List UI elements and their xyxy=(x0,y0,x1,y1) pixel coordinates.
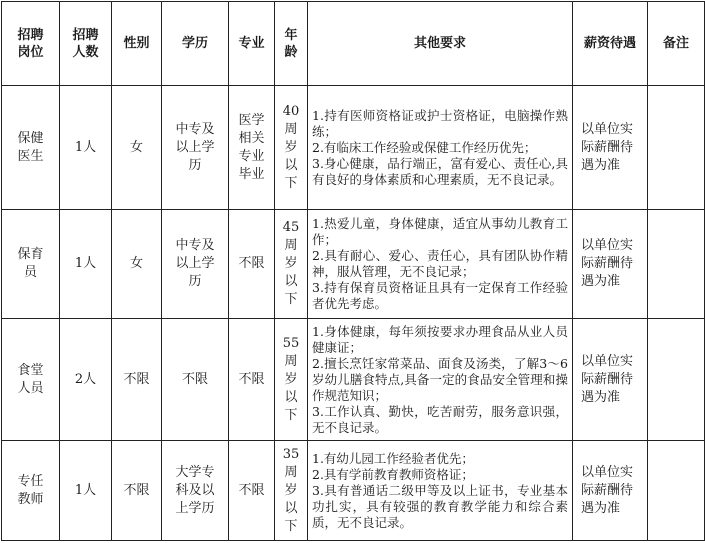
cell-notes xyxy=(648,319,705,441)
cell-count: 1人 xyxy=(60,86,112,210)
header-row xyxy=(2,2,705,86)
header-requirements: 其他要求 xyxy=(308,2,573,86)
cell-requirements xyxy=(308,210,573,319)
requirement-item: 1.持有医师资格证或护士资格证，电脑操作熟练； xyxy=(312,107,568,139)
cell-position: 保健医生 xyxy=(2,86,60,210)
cell-salary: 以单位实际薪酬待遇为准 xyxy=(573,210,648,319)
cell-salary: 以单位实际薪酬待遇为准 xyxy=(573,441,648,541)
cell-notes xyxy=(648,210,705,319)
requirement-item: 2.擅长烹饪家常菜品、面食及汤类，了解3～6岁幼儿膳食特点,具备一定的食品安全管理和操作规范知识； xyxy=(312,355,568,403)
requirement-item: 1.身体健康，每年须按要求办理食品从业人员健康证； xyxy=(312,323,568,355)
requirement-item: 1.有幼儿园工作经验者优先； xyxy=(312,450,474,466)
requirement-item: 3.身心健康，品行端正，富有爱心、责任心,具有良好的身体素质和心理素质，无不良记录。 xyxy=(312,155,568,187)
header-major: 专业 xyxy=(229,2,275,86)
cell-requirements xyxy=(308,441,573,541)
requirement-item: 3.持有保育员资格证且具有一定保育工作经验者优先考虑。 xyxy=(312,280,568,311)
cell-age: 45周岁以下 xyxy=(275,210,308,319)
cell-notes xyxy=(648,86,705,210)
header-gender: 性别 xyxy=(112,2,162,86)
table-row xyxy=(2,210,705,319)
cell-position: 专任教师 xyxy=(2,441,60,541)
requirement-item: 3.具有普通话二级甲等及以上证书，专业基本功扎实，具有较强的教育教学能力和综合素质，无不良记录。 xyxy=(312,482,568,530)
cell-age: 40周岁以下 xyxy=(275,86,308,210)
requirement-item: 1.热爱儿童，身体健康，适宜从事幼儿教育工作； xyxy=(312,216,568,247)
cell-major: 医学相关专业毕业 xyxy=(229,86,275,210)
requirement-item: 2.具有学前教育教师资格证； xyxy=(312,466,474,482)
header-count: 招聘人数 xyxy=(60,2,112,86)
cell-salary: 以单位实际薪酬待遇为准 xyxy=(573,86,648,210)
cell-education: 大学专科及以上学历 xyxy=(162,441,229,541)
cell-age: 55周岁以下 xyxy=(275,319,308,441)
cell-gender: 女 xyxy=(112,210,162,319)
cell-requirements xyxy=(308,86,573,210)
cell-position: 食堂人员 xyxy=(2,319,60,441)
header-age: 年龄 xyxy=(275,2,308,86)
header-salary: 薪资待遇 xyxy=(573,2,648,86)
cell-education: 中专及以上学历 xyxy=(162,210,229,319)
header-position: 招聘岗位 xyxy=(2,2,60,86)
cell-age: 35周岁以下 xyxy=(275,441,308,541)
table-row xyxy=(2,441,705,541)
cell-major: 不限 xyxy=(229,441,275,541)
requirement-item: 3.工作认真、勤快，吃苦耐劳，服务意识强，无不良记录。 xyxy=(312,403,568,435)
recruitment-table xyxy=(1,1,705,541)
cell-education: 中专及以上学历 xyxy=(162,86,229,210)
cell-salary: 以单位实际薪酬待遇为准 xyxy=(573,319,648,441)
cell-gender: 不限 xyxy=(112,319,162,441)
cell-gender: 女 xyxy=(112,86,162,210)
cell-count: 1人 xyxy=(60,210,112,319)
header-education: 学历 xyxy=(162,2,229,86)
cell-major: 不限 xyxy=(229,210,275,319)
table-row xyxy=(2,86,705,210)
cell-major: 不限 xyxy=(229,319,275,441)
header-notes: 备注 xyxy=(648,2,705,86)
cell-position: 保育员 xyxy=(2,210,60,319)
requirement-item: 2.具有耐心、爱心、责任心，具有团队协作精神，服从管理，无不良记录； xyxy=(312,248,568,279)
cell-count: 1人 xyxy=(60,441,112,541)
cell-education: 不限 xyxy=(162,319,229,441)
cell-gender: 不限 xyxy=(112,441,162,541)
requirement-item: 2.有临床工作经验或保健工作经历优先； xyxy=(312,139,537,155)
cell-count: 2人 xyxy=(60,319,112,441)
cell-notes xyxy=(648,441,705,541)
table-row xyxy=(2,319,705,441)
cell-requirements xyxy=(308,319,573,441)
